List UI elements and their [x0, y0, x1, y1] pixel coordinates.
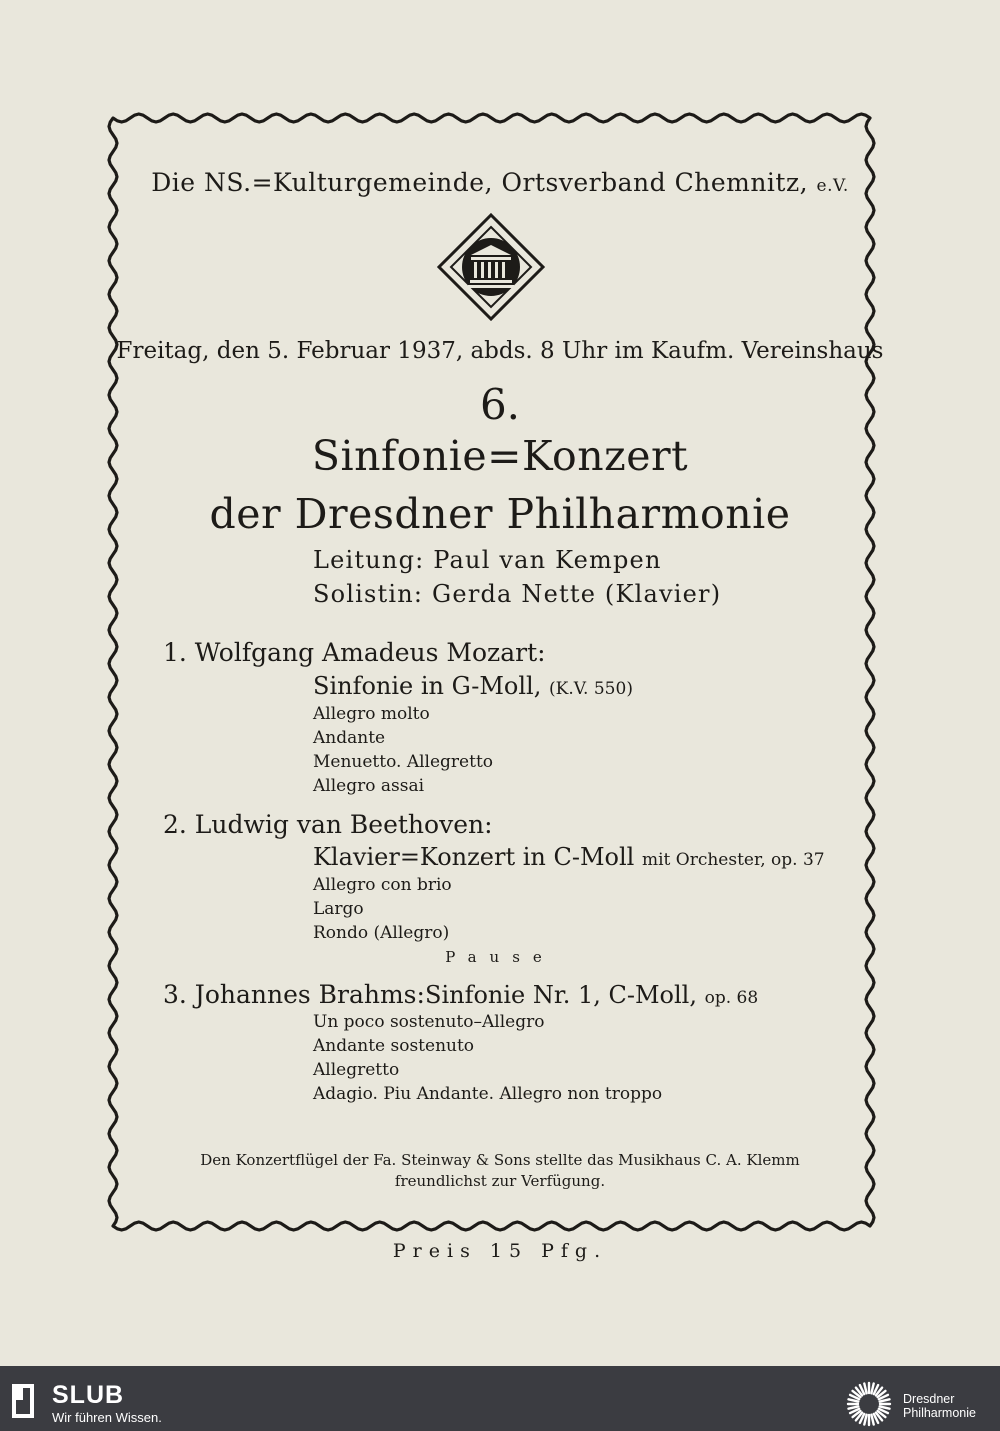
organization-name: Die NS.=Kulturgemeinde, Ortsverband Chemnitz,: [151, 168, 809, 197]
concert-title: Sinfonie=Konzert: [311, 432, 689, 480]
logo-ray: [849, 1406, 859, 1408]
movement-item: Menuetto. Allegretto: [313, 752, 494, 772]
acknowledgement-line: freundlichst zur Verfügung.: [394, 1172, 606, 1190]
organization-line: [0, 168, 1000, 197]
work-title-3: [425, 981, 758, 1009]
pause-label: Pause: [445, 948, 555, 966]
orchestra-name: der Dresdner Philharmonie: [209, 490, 791, 538]
work-detail: mit Orchester, op. 37: [641, 850, 825, 870]
movement-item: Un poco sostenuto–Allegro: [313, 1012, 545, 1032]
logo-ray: [849, 1399, 859, 1401]
organization-suffix: e.V.: [816, 176, 849, 196]
footer-line: Dresdner: [903, 1392, 955, 1406]
movement-item: Andante sostenuto: [313, 1036, 475, 1056]
footer-line: Philharmonie: [903, 1406, 976, 1420]
slub-tagline: Wir führen Wissen.: [52, 1410, 162, 1425]
piano-acknowledgement: [0, 1150, 1000, 1192]
price-label: Preis 15 Pfg.: [392, 1240, 608, 1262]
dresdner-philharmonie-name[interactable]: [903, 1392, 976, 1420]
work-detail: (K.V. 550): [549, 679, 633, 699]
movement-item: Allegretto: [313, 1060, 400, 1080]
concert-number: 6.: [479, 380, 521, 429]
movement-item: Allegro assai: [313, 776, 425, 796]
movement-item: Adagio. Piu Andante. Allegro non troppo: [313, 1084, 663, 1104]
composer-heading-1: 1. Wolfgang Amadeus Mozart:: [163, 638, 546, 667]
work-name: Sinfonie Nr. 1, C-Moll,: [425, 981, 697, 1009]
dresdner-philharmonie-logo-icon[interactable]: [840, 1380, 898, 1428]
logo-ray: [880, 1406, 890, 1408]
work-title-1: [313, 672, 633, 700]
movement-item: Allegro molto: [313, 704, 430, 724]
logo-ray: [880, 1399, 890, 1401]
event-dateline: Freitag, den 5. Februar 1937, abds. 8 Uhr im Kaufm. Vereinshaus: [116, 338, 884, 364]
movement-item: Largo: [313, 899, 364, 919]
work-name: Sinfonie in G-Moll,: [313, 672, 542, 700]
movement-item: Allegro con brio: [313, 875, 452, 895]
logo-ray: [864, 1415, 866, 1425]
work-detail: op. 68: [704, 988, 759, 1008]
movement-item: Andante: [313, 728, 386, 748]
movement-item: Rondo (Allegro): [313, 923, 450, 943]
work-title-2: [313, 843, 825, 871]
slub-name[interactable]: SLUB: [52, 1381, 125, 1409]
theater-temple-emblem-icon: [437, 213, 545, 321]
logo-ray: [871, 1384, 873, 1394]
soloist-line: Solistin: Gerda Nette (Klavier): [313, 580, 722, 608]
conductor-line: Leitung: Paul van Kempen: [313, 546, 662, 574]
logo-ray: [871, 1415, 873, 1425]
acknowledgement-line: Den Konzertflügel der Fa. Steinway & Sons stellte das Musikhaus C. A. Klemm: [200, 1151, 800, 1169]
slub-logo-icon[interactable]: [12, 1384, 34, 1418]
composer-heading-2: 2. Ludwig van Beethoven:: [163, 810, 493, 839]
composer-heading-3: 3. Johannes Brahms:: [163, 980, 425, 1009]
work-name: Klavier=Konzert in C-Moll: [313, 843, 635, 871]
logo-ray: [864, 1384, 866, 1394]
